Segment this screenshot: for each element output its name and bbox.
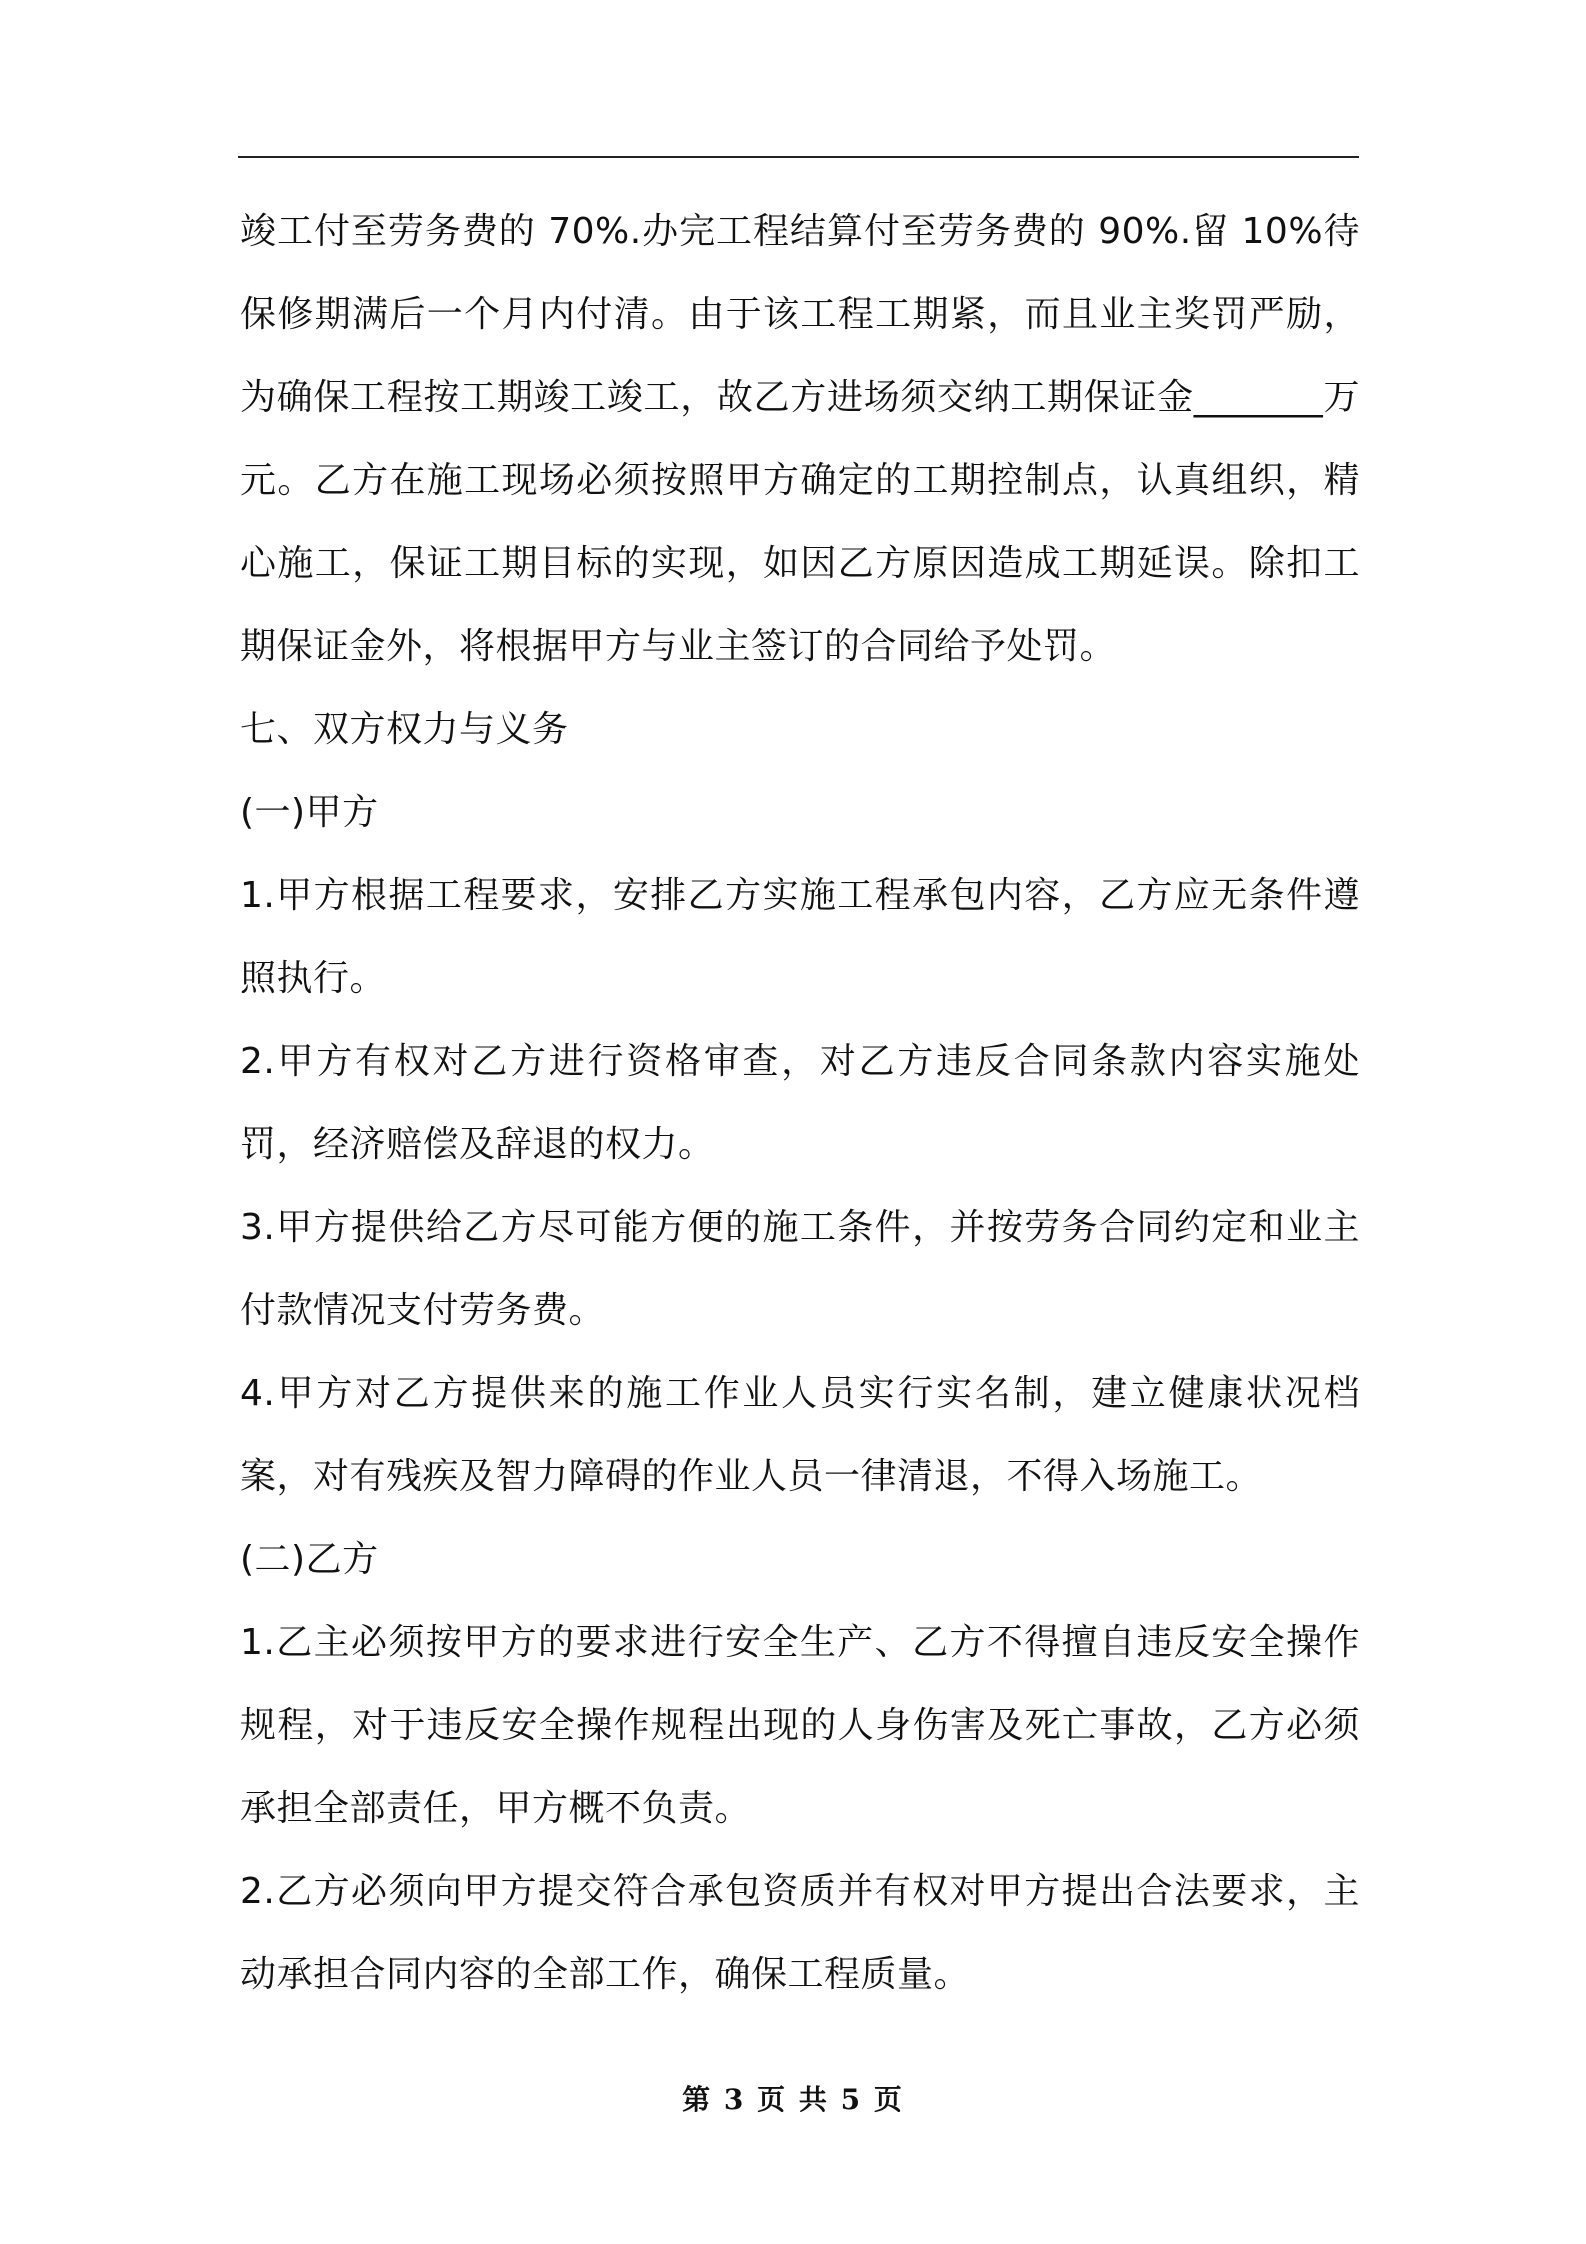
party-a-clause-2: 2.甲方有权对乙方进行资格审查，对乙方违反合同条款内容实施处罚，经济赔偿及辞退的权力。 bbox=[240, 1041, 1360, 1165]
party-a-clause-1: 1.甲方根据工程要求，安排乙方实施工程承包内容，乙方应无条件遵照执行。 bbox=[240, 875, 1360, 999]
party-a-clause-3: 3.甲方提供给乙方尽可能方便的施工条件，并按劳务合同约定和业主付款情况支付劳务费。 bbox=[240, 1207, 1360, 1331]
party-b-clause-1: 1.乙主必须按甲方的要求进行安全生产、乙方不得擅自违反安全操作规程，对于违反安全操作规程出现的人身伤害及死亡事故，乙方必须承担全部责任，甲方概不负责。 bbox=[240, 1622, 1360, 1829]
subsection-heading-party-a: (一)甲方 bbox=[240, 792, 379, 833]
page-number-footer: 第 3 页 共 5 页 bbox=[682, 2083, 904, 2116]
subsection-heading-party-b: (二)乙方 bbox=[240, 1539, 379, 1580]
document-body bbox=[240, 190, 1360, 2016]
header-divider bbox=[238, 156, 1359, 158]
party-a-clause-4: 4.甲方对乙方提供来的施工作业人员实行实名制，建立健康状况档案，对有残疾及智力障碍的作业人员一律清退，不得入场施工。 bbox=[240, 1373, 1360, 1497]
section-heading-rights-obligations: 七、双方权力与义务 bbox=[240, 709, 569, 750]
paragraph-payment-terms: 竣工付至劳务费的 70%.办完工程结算付至劳务费的 90%.留 10%待保修期满后一个月内付清。由于该工程工期紧，而且业主奖罚严励，为确保工程按工期竣工竣工，故乙方进场须交纳工期保证金_______万元。乙方在施工现场必须按照甲方确定的工期控制点，认真组织，精心施工，保证工期目标的实现，如因乙方原因造成工期延误。除扣工期保证金外，将根据甲方与业主签订的合同给予处罚。 bbox=[240, 211, 1360, 667]
party-b-clause-2: 2.乙方必须向甲方提交符合承包资质并有权对甲方提出合法要求，主动承担合同内容的全部工作，确保工程质量。 bbox=[240, 1871, 1360, 1995]
